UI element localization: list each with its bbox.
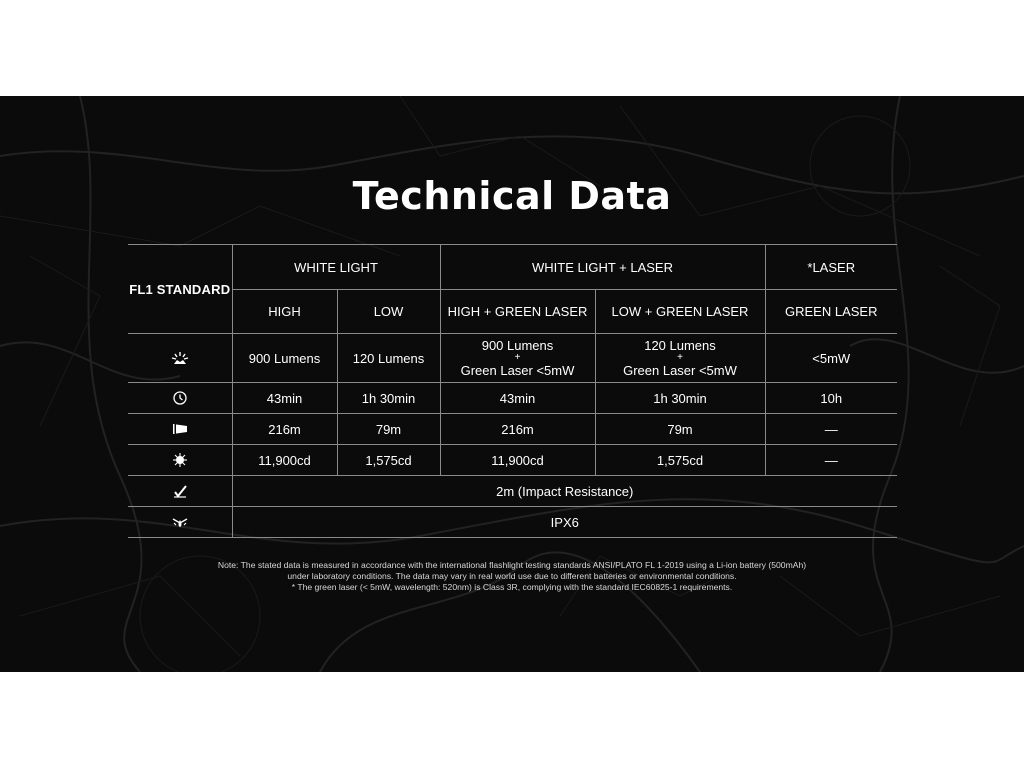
intensity-low-green: 1,575cd bbox=[595, 445, 765, 476]
mode-low-green-laser: LOW + GREEN LASER bbox=[595, 290, 765, 334]
group-header-row bbox=[128, 245, 897, 290]
output-high-green-line3: Green Laser <5mW bbox=[460, 363, 575, 378]
impact-value: 2m (Impact Resistance) bbox=[232, 476, 897, 507]
group-white-light: WHITE LIGHT bbox=[232, 245, 440, 290]
peak-intensity-icon bbox=[171, 452, 189, 468]
output-green: <5mW bbox=[765, 334, 897, 383]
runtime-low: 1h 30min bbox=[337, 383, 440, 414]
footnote bbox=[0, 560, 1024, 593]
runtime-high: 43min bbox=[232, 383, 337, 414]
page-title: Technical Data bbox=[352, 174, 672, 218]
output-high-green bbox=[440, 334, 595, 383]
group-laser: *LASER bbox=[765, 245, 897, 290]
intensity-green: — bbox=[765, 445, 897, 476]
runtime-high-green: 43min bbox=[440, 383, 595, 414]
mode-high-green-laser: HIGH + GREEN LASER bbox=[440, 290, 595, 334]
spec-table bbox=[128, 244, 897, 538]
distance-low: 79m bbox=[337, 414, 440, 445]
output-high-green-line1: 900 Lumens bbox=[481, 338, 554, 353]
output-low-green bbox=[595, 334, 765, 383]
output-icon bbox=[171, 350, 189, 366]
output-low: 120 Lumens bbox=[337, 334, 440, 383]
output-high: 900 Lumens bbox=[232, 334, 337, 383]
water-value: IPX6 bbox=[232, 507, 897, 538]
mode-high: HIGH bbox=[232, 290, 337, 334]
impact-icon-cell bbox=[128, 476, 232, 507]
intensity-row bbox=[128, 445, 897, 476]
footnote-line-2: under laboratory conditions. The data may vary in real world use due to different batteries or environmental conditions. bbox=[287, 571, 737, 581]
mode-green-laser: GREEN LASER bbox=[765, 290, 897, 334]
footnote-line-3: * The green laser (< 5mW, wavelength: 520nm) is Class 3R, complying with the standard IEC60825-1 requirements. bbox=[291, 582, 733, 592]
runtime-icon-cell bbox=[128, 383, 232, 414]
impact-row bbox=[128, 476, 897, 507]
mode-low: LOW bbox=[337, 290, 440, 334]
intensity-icon-cell bbox=[128, 445, 232, 476]
water-icon-cell bbox=[128, 507, 232, 538]
model-label: FL1 STANDARD bbox=[128, 245, 232, 334]
runtime-clock-icon bbox=[171, 390, 189, 406]
output-high-green-line2: + bbox=[514, 352, 521, 363]
runtime-row bbox=[128, 383, 897, 414]
distance-row bbox=[128, 414, 897, 445]
distance-green: — bbox=[765, 414, 897, 445]
intensity-high: 11,900cd bbox=[232, 445, 337, 476]
impact-resistance-icon bbox=[171, 483, 189, 499]
runtime-low-green: 1h 30min bbox=[595, 383, 765, 414]
intensity-low: 1,575cd bbox=[337, 445, 440, 476]
water-row bbox=[128, 507, 897, 538]
water-resistance-icon bbox=[171, 514, 189, 530]
distance-icon-cell bbox=[128, 414, 232, 445]
output-low-green-line1: 120 Lumens bbox=[644, 338, 716, 353]
output-low-green-line2: + bbox=[677, 352, 683, 363]
beam-distance-icon bbox=[171, 421, 189, 437]
output-low-green-line3: Green Laser <5mW bbox=[623, 363, 737, 378]
output-icon-cell bbox=[128, 334, 232, 383]
intensity-high-green: 11,900cd bbox=[440, 445, 595, 476]
footnote-line-1: Note: The stated data is measured in accordance with the international flashlight testing standards ANSI/PLATO FL 1-2019 using a Li-ion battery (500mAh) bbox=[217, 560, 807, 570]
distance-high: 216m bbox=[232, 414, 337, 445]
group-white-light-laser: WHITE LIGHT + LASER bbox=[440, 245, 765, 290]
output-row bbox=[128, 334, 897, 383]
runtime-green: 10h bbox=[765, 383, 897, 414]
distance-high-green: 216m bbox=[440, 414, 595, 445]
distance-low-green: 79m bbox=[595, 414, 765, 445]
mode-header-row bbox=[128, 290, 897, 334]
technical-data-panel bbox=[0, 96, 1024, 672]
